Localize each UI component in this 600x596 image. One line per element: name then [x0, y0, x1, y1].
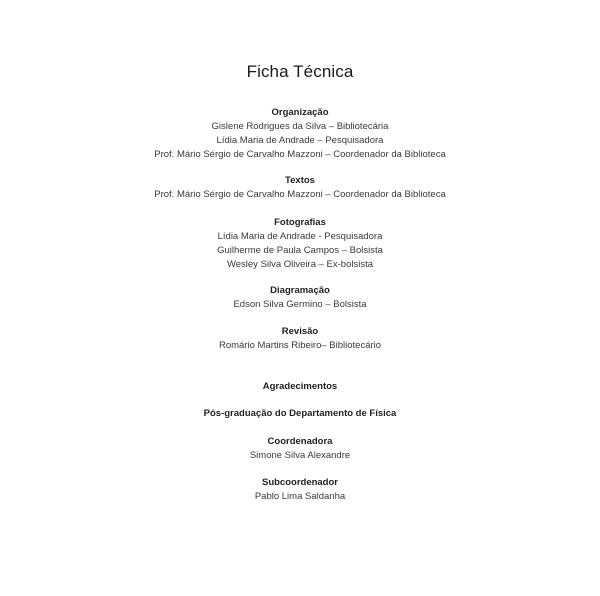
acknowledgements-department: [0, 407, 600, 421]
section-heading-diagramacao: Diagramação: [270, 285, 330, 296]
section-textos: [0, 174, 600, 202]
credit-line: Simone Silva Alexandre: [249, 450, 351, 461]
section-heading-organizacao: Organização: [271, 107, 329, 118]
credit-line: Lídia Maria de Andrade – Pesquisadora: [216, 135, 384, 146]
credit-line: Pablo Lima Saldanha: [254, 491, 346, 502]
section-revisao: [0, 325, 600, 353]
credit-line: Edson Silva Germino – Bolsista: [233, 299, 367, 310]
credit-line: Romário Martins Ribeiro– Bibliotecário: [218, 340, 382, 351]
section-fotografias: [0, 216, 600, 272]
section-coordenadora: [0, 435, 600, 463]
section-heading-coordenadora: Coordenadora: [267, 436, 333, 447]
section-heading-subcoordenador: Subcoordenador: [261, 477, 338, 488]
page-title: Ficha Técnica: [246, 62, 354, 81]
credit-line: Gislene Rodrigues da Silva – Bibliotecária: [211, 121, 389, 132]
credit-line: Prof. Mário Sérgio de Carvalho Mazzoni – Coordenador da Biblioteca: [154, 189, 446, 200]
department-heading: Pós-graduação do Departamento de Física: [203, 408, 397, 419]
credit-line: Guilherme de Paula Campos – Bolsista: [217, 245, 383, 256]
section-subcoordenador: [0, 476, 600, 504]
credit-line: Prof. Mário Sérgio de Carvalho Mazzoni – Coordenador da Biblioteca: [154, 149, 446, 160]
section-heading-revisao: Revisão: [281, 326, 319, 337]
acknowledgements-block: [0, 380, 600, 394]
credit-line: Wesley Silva Oliveira – Ex-bolsista: [226, 259, 374, 270]
section-diagramacao: [0, 284, 600, 312]
credit-line: Lídia Maria de Andrade - Pesquisadora: [217, 231, 383, 242]
section-organizacao: [0, 106, 600, 162]
section-heading-textos: Textos: [285, 175, 315, 186]
acknowledgements-heading: Agradecimentos: [262, 381, 338, 392]
section-heading-fotografias: Fotografias: [274, 217, 326, 228]
